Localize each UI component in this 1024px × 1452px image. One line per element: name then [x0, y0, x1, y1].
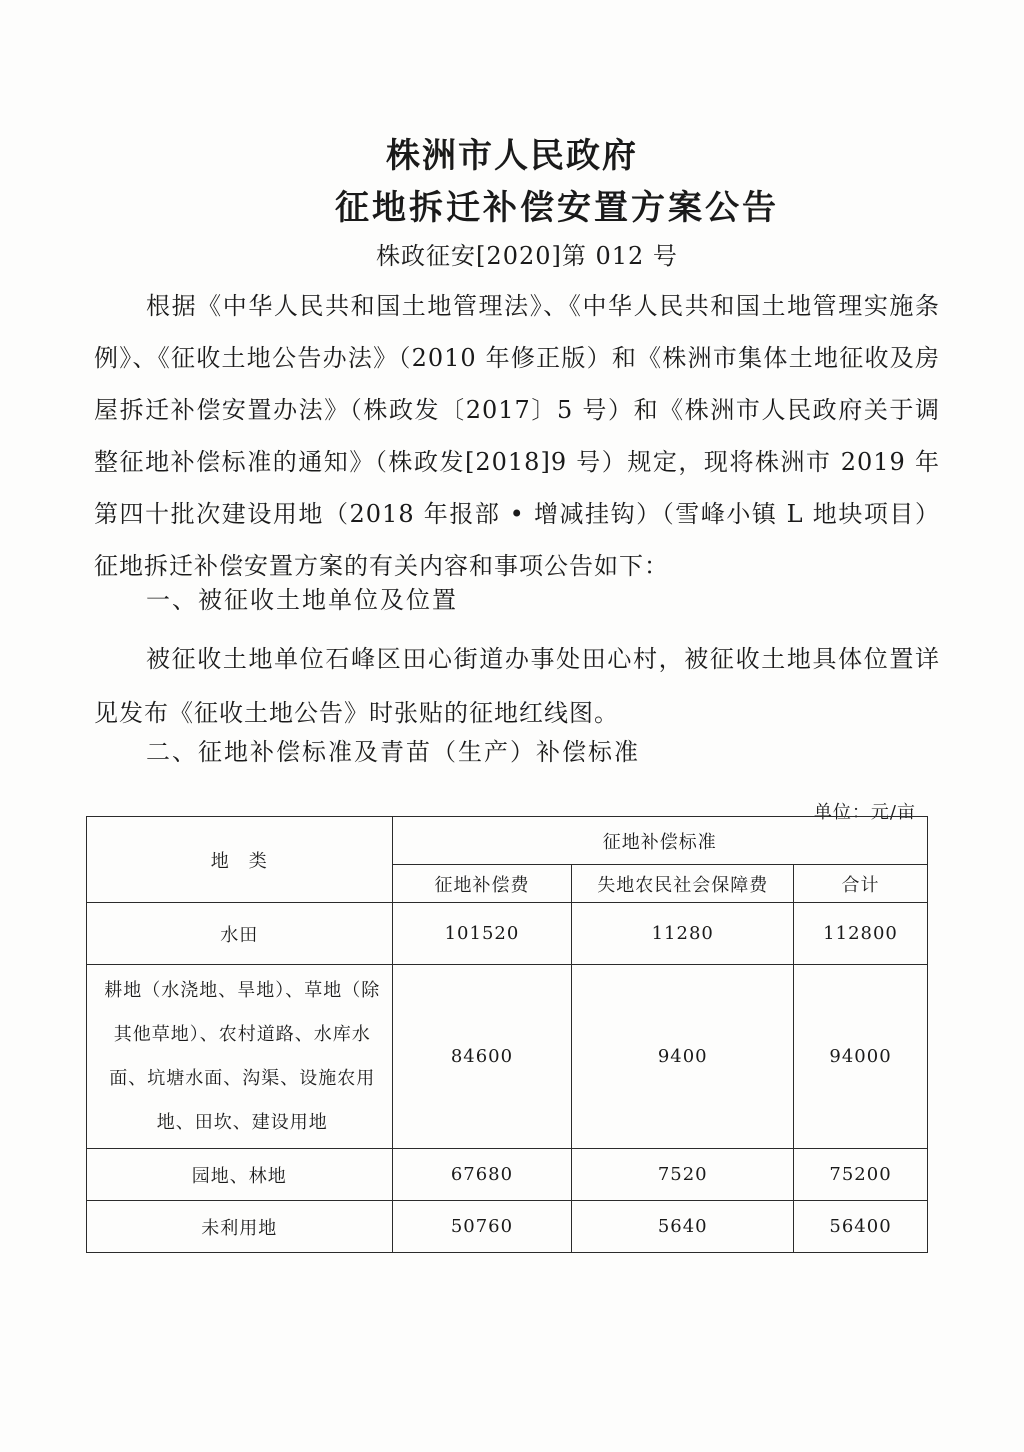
header-social-insurance: 失地农民社会保障费 — [572, 865, 794, 903]
section2-heading: 二、征地补偿标准及青苗（生产）补偿标准 — [146, 738, 640, 766]
table-row — [87, 965, 928, 1149]
header-compensation-fee: 征地补偿费 — [392, 865, 572, 903]
fee-cell: 67680 — [392, 1149, 572, 1201]
document-number: 株政征安[2020]第 012 号 — [376, 242, 678, 270]
fee-cell: 50760 — [392, 1201, 572, 1253]
land-type-cell: 水田 — [87, 903, 393, 965]
insurance-cell: 7520 — [572, 1149, 794, 1201]
land-type-cell: 未利用地 — [87, 1201, 393, 1253]
insurance-cell: 11280 — [572, 903, 794, 965]
table-row — [87, 903, 928, 965]
header-land-type: 地 类 — [87, 817, 393, 903]
total-cell: 112800 — [794, 903, 928, 965]
total-cell: 75200 — [794, 1149, 928, 1201]
total-cell: 56400 — [794, 1201, 928, 1253]
section1-text: 被征收土地单位石峰区田心街道办事处田心村，被征收土地具体位置详见发布《征收土地公告》时张贴的征地红线图。 — [94, 645, 940, 727]
table-unit-note: 单位：元/亩 — [813, 802, 916, 823]
insurance-cell: 9400 — [572, 965, 794, 1149]
header-total: 合计 — [794, 865, 928, 903]
compensation-table — [86, 816, 928, 1253]
land-type-cell: 园地、林地 — [87, 1149, 393, 1201]
table-row — [87, 1201, 928, 1253]
intro-paragraph: 根据《中华人民共和国土地管理法》、《中华人民共和国土地管理实施条例》、《征收土地公告办法》（2010 年修正版）和《株洲市集体土地征收及房屋拆迁补偿安置办法》（株政发〔2017〕5 号）和《株洲市人民政府关于调整征地补偿标准的通知》（株政发[2018]9 号）规定，现将株洲市 2019 年第四十批次建设用地（2018 年报部 • 增减挂钩）（雪峰小镇 L 地块项目）征地拆迁补偿安置方案的有关内容和事项公告如下： — [94, 292, 940, 580]
total-cell: 94000 — [794, 965, 928, 1149]
section1-heading: 一、被征收土地单位及位置 — [146, 586, 458, 614]
fee-cell: 101520 — [392, 903, 572, 965]
title-subject: 征地拆迁补偿安置方案公告 — [335, 188, 779, 228]
insurance-cell: 5640 — [572, 1201, 794, 1253]
fee-cell: 84600 — [392, 965, 572, 1149]
header-compensation-group: 征地补偿标准 — [392, 817, 927, 865]
table-row — [87, 1149, 928, 1201]
land-type-cell: 耕地（水浇地、旱地）、草地（除其他草地）、农村道路、水库水面、坑塘水面、沟渠、设施农用地、田坎、建设用地 — [87, 965, 393, 1149]
title-issuer: 株洲市人民政府 — [386, 136, 638, 176]
